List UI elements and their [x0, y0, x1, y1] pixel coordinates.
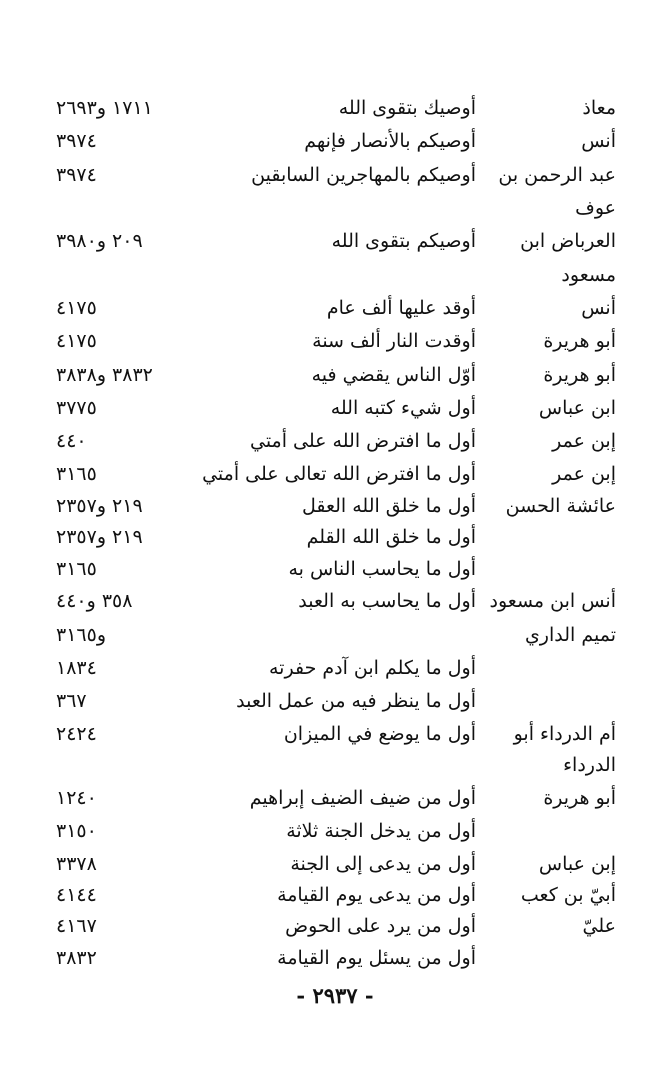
reference-numbers: ٣٩٧٤ [56, 130, 97, 152]
narrator: عوف [575, 197, 616, 219]
hadith-text: أول من يرد على الحوض [285, 915, 476, 937]
page-number: - ٢٩٣٧ - [296, 983, 374, 1008]
narrator: معاذ [582, 97, 616, 119]
reference-numbers: ٣٧٧٥ [56, 397, 97, 419]
hadith-text: أول من يدخل الجنة ثلاثة [286, 820, 476, 842]
narrator: أم الدرداء أبو [513, 723, 616, 745]
hadith-text: أول ما ينظر فيه من عمل العبد [236, 690, 476, 712]
narrator: عليّ [582, 915, 616, 937]
narrator: ابن عباس [538, 397, 616, 419]
narrator: أنس [581, 297, 616, 319]
index-row [56, 522, 616, 552]
narrator: عائشة الحسن [505, 495, 616, 517]
hadith-text: أول ما يوضع في الميزان [283, 723, 476, 745]
index-row [56, 193, 616, 223]
hadith-text: أوّل الناس يقضي فيه [311, 364, 476, 386]
reference-numbers: ١٨٣٤ [56, 657, 97, 679]
hadith-text: أول شيء كتبه الله [330, 397, 476, 419]
index-row [56, 426, 616, 456]
narrator: تميم الداري [524, 624, 616, 646]
index-row [56, 816, 616, 846]
index-row [56, 160, 616, 190]
narrator: أبو هريرة [543, 787, 616, 809]
index-row [56, 686, 616, 716]
narrator: أبو هريرة [543, 330, 616, 352]
hadith-text: أوقدت النار ألف سنة [312, 330, 476, 352]
index-row [56, 260, 616, 290]
index-row [56, 783, 616, 813]
hadith-text: أول ما افترض الله تعالى على أمتي [202, 463, 476, 485]
reference-numbers: ٤١٦٧ [56, 915, 97, 937]
index-row [56, 554, 616, 584]
narrator: الدرداء [563, 754, 616, 776]
reference-numbers: ٣٣٧٨ [56, 853, 97, 875]
hadith-text: أول من يدعى يوم القيامة [277, 884, 476, 906]
narrator: إبن عباس [538, 853, 616, 875]
reference-numbers: ١٢٤٠ [56, 787, 97, 809]
index-row [56, 126, 616, 156]
narrator: إبن عمر [552, 430, 616, 452]
reference-numbers: ٤١٧٥ [56, 330, 97, 352]
reference-numbers: ٢٠٩ و٣٩٨٠ [56, 230, 143, 252]
index-row [56, 459, 616, 489]
index-row [56, 326, 616, 356]
index-row [56, 750, 616, 780]
index-row [56, 360, 616, 390]
index-row [56, 880, 616, 910]
hadith-text: أول ما يحاسب الناس به [288, 558, 476, 580]
hadith-text: أول ما يحاسب به العبد [298, 590, 476, 612]
narrator: عبد الرحمن بن [498, 164, 616, 186]
index-row [56, 620, 616, 650]
index-row [56, 943, 616, 973]
reference-numbers: ٣٦٧ [56, 690, 87, 712]
hadith-text: أوقد عليها ألف عام [326, 297, 476, 319]
index-row [56, 719, 616, 749]
narrator: أبيّ بن كعب [520, 884, 616, 906]
index-row [56, 491, 616, 521]
index-row [56, 293, 616, 323]
narrator: أبو هريرة [543, 364, 616, 386]
narrator: مسعود [561, 264, 616, 286]
reference-numbers: ٤٤٠ [56, 430, 87, 452]
hadith-text: أول ما خلق الله العقل [301, 495, 476, 517]
reference-numbers: ٣٩٧٤ [56, 164, 97, 186]
index-row [56, 849, 616, 879]
index-row [56, 93, 616, 123]
reference-numbers: ١٧١١ و٢٦٩٣ [56, 97, 153, 119]
hadith-text: أول ما يكلم ابن آدم حفرته [269, 657, 476, 679]
hadith-text: أوصيكم بالمهاجرين السابقين [251, 164, 476, 186]
narrator: أنس ابن مسعود [489, 590, 616, 612]
hadith-text: أوصيك بتقوى الله [338, 97, 476, 119]
hadith-text: أول ما افترض الله على أمتي [249, 430, 476, 452]
reference-numbers: ٣١٦٥ [56, 558, 97, 580]
index-row [56, 586, 616, 616]
hadith-text: أول ما خلق الله القلم [306, 526, 476, 548]
reference-numbers: ٤١٤٤ [56, 884, 97, 906]
narrator: إبن عمر [552, 463, 616, 485]
reference-numbers: ٣٥٨ و٤٤٠ [56, 590, 133, 612]
narrator: أنس [581, 130, 616, 152]
reference-numbers: ٣٨٣٢ [56, 947, 97, 969]
index-row [56, 226, 616, 256]
index-row [56, 653, 616, 683]
reference-numbers: ٣١٦٥ [56, 463, 97, 485]
reference-numbers: و٣١٦٥ [56, 624, 107, 646]
hadith-text: أول من ضيف الضيف إبراهيم [249, 787, 476, 809]
index-row [56, 911, 616, 941]
reference-numbers: ٣٨٣٢ و٣٨٣٨ [56, 364, 153, 386]
hadith-text: أول من يدعى إلى الجنة [290, 853, 476, 875]
reference-numbers: ٤١٧٥ [56, 297, 97, 319]
hadith-text: أول من يسئل يوم القيامة [277, 947, 476, 969]
reference-numbers: ٣١٥٠ [56, 820, 97, 842]
reference-numbers: ٢١٩ و٢٣٥٧ [56, 495, 143, 517]
hadith-text: أوصيكم بتقوى الله [331, 230, 476, 252]
reference-numbers: ٢١٩ و٢٣٥٧ [56, 526, 143, 548]
index-row [56, 393, 616, 423]
reference-numbers: ٢٤٢٤ [56, 723, 97, 745]
hadith-text: أوصيكم بالأنصار فإنهم [304, 130, 476, 152]
narrator: العرباض ابن [520, 230, 616, 252]
